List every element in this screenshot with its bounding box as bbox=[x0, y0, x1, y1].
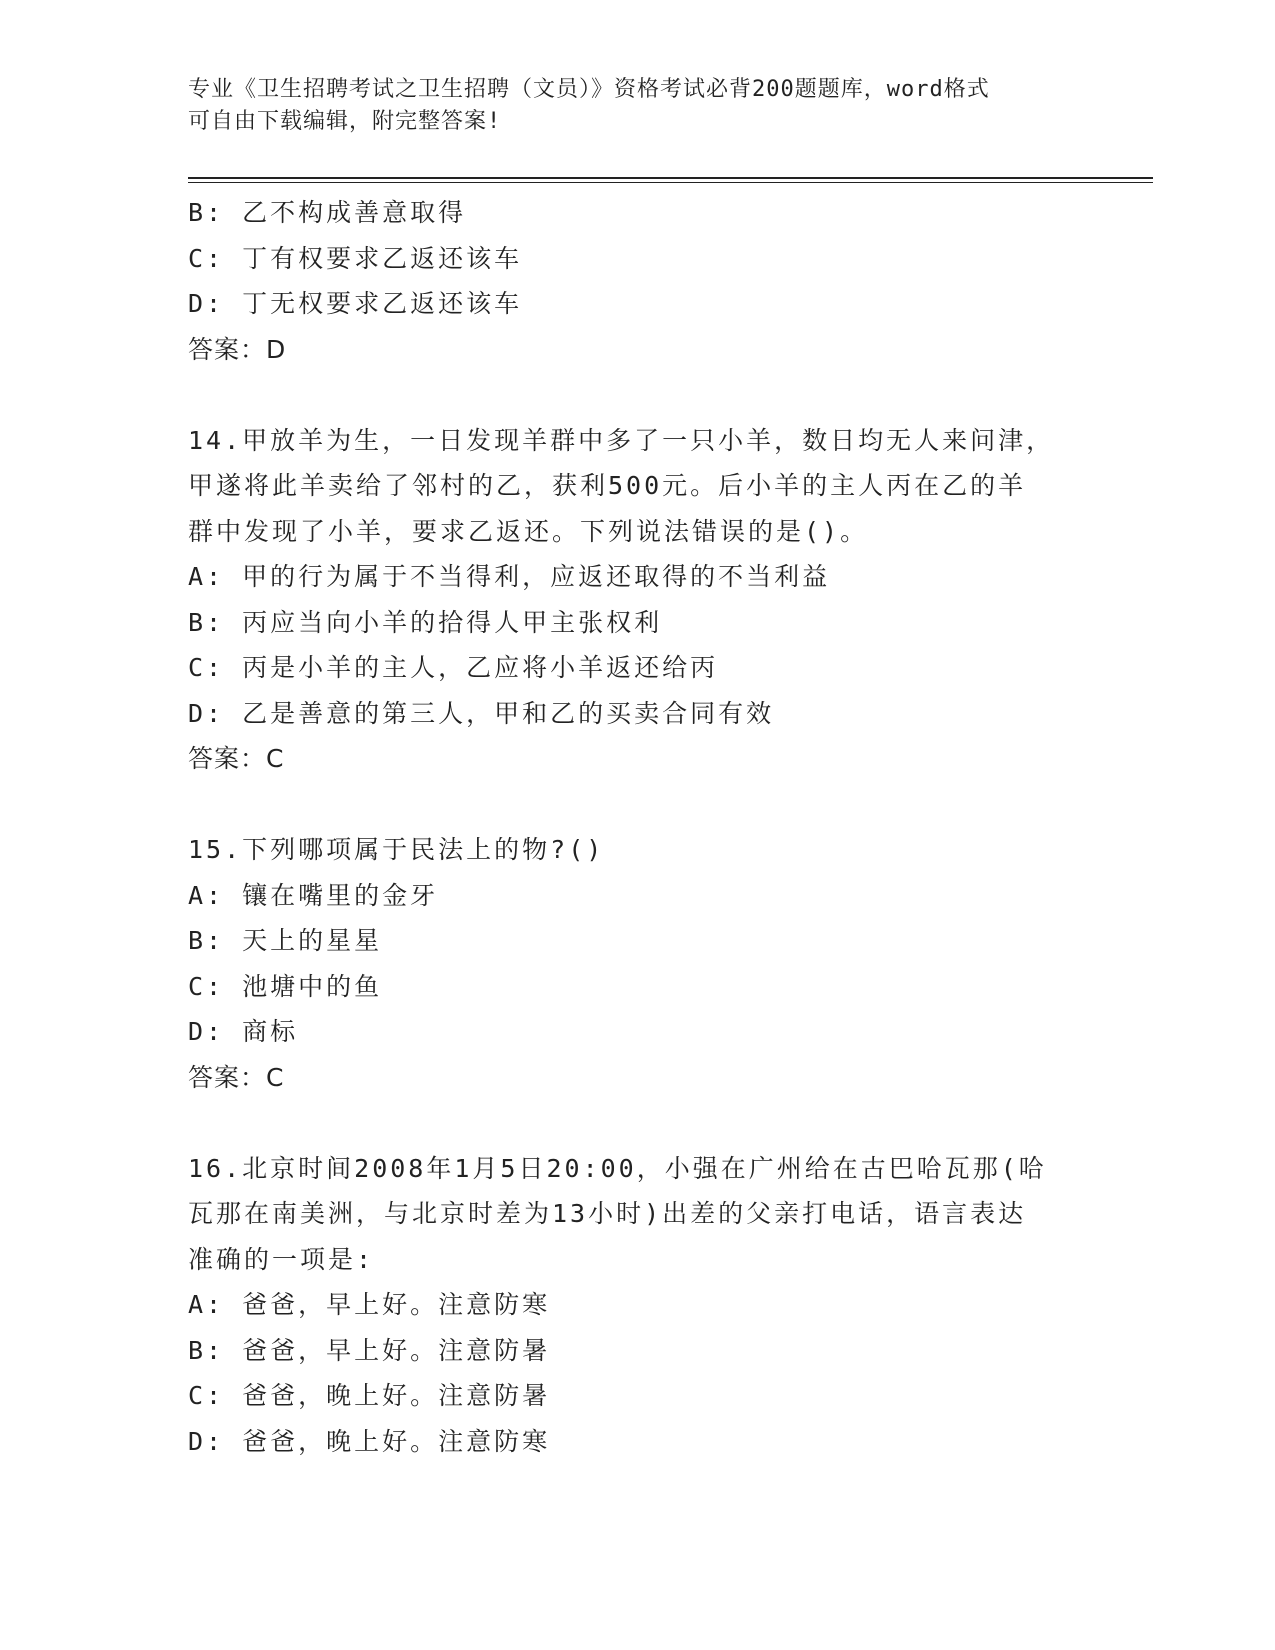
stem-line: 16.北京时间2008年1月5日20:00，小强在广州给在古巴哈瓦那(哈 bbox=[188, 1153, 1047, 1183]
option-d: D: 丁无权要求乙返还该车 bbox=[188, 289, 523, 318]
option-c: C: 爸爸，晚上好。注意防暑 bbox=[188, 1381, 551, 1410]
stem-line: 14.甲放羊为生，一日发现羊群中多了一只小羊，数日均无人来问津， bbox=[188, 425, 1055, 455]
option-c: C: 丙是小羊的主人，乙应将小羊返还给丙 bbox=[188, 653, 719, 682]
option-a: A: 爸爸，早上好。注意防寒 bbox=[188, 1290, 551, 1319]
header-title-line-1: 专业《卫生招聘考试之卫生招聘（文员）》资格考试必背200题题库，word格式 bbox=[188, 77, 990, 102]
option-b: B: 天上的星星 bbox=[188, 926, 383, 955]
question-16 bbox=[188, 1146, 1088, 1465]
question-15 bbox=[188, 827, 1088, 1100]
question-stem bbox=[188, 1146, 1088, 1283]
spacer bbox=[188, 782, 1088, 828]
option-c: C: 丁有权要求乙返还该车 bbox=[188, 243, 523, 273]
header-title-line-2: 可自由下载编辑，附完整答案! bbox=[188, 109, 502, 134]
option-d: D: 爸爸，晚上好。注意防寒 bbox=[188, 1426, 551, 1456]
question-13-tail bbox=[188, 190, 1088, 372]
option-d: D: 商标 bbox=[188, 1017, 299, 1046]
answer-line: 答案：C bbox=[188, 744, 285, 773]
spacer bbox=[188, 372, 1088, 418]
option-c: C: 池塘中的鱼 bbox=[188, 971, 383, 1001]
question-stem bbox=[188, 827, 1088, 873]
document-header bbox=[188, 74, 1088, 138]
option-d: D: 乙是善意的第三人，甲和乙的买卖合同有效 bbox=[188, 698, 775, 728]
option-a: A: 甲的行为属于不当得利，应返还取得的不当利益 bbox=[188, 562, 831, 591]
answer-line: 答案：C bbox=[188, 1062, 285, 1092]
stem-line: 群中发现了小羊，要求乙返还。下列说法错误的是()。 bbox=[188, 516, 869, 546]
question-list bbox=[188, 190, 1088, 1464]
stem-line: 瓦那在南美洲，与北京时差为13小时)出差的父亲打电话，语言表达 bbox=[188, 1199, 1027, 1228]
option-b: B: 乙不构成善意取得 bbox=[188, 198, 467, 227]
spacer bbox=[188, 1100, 1088, 1146]
header-divider-thin bbox=[188, 182, 1153, 183]
stem-line: 15.下列哪项属于民法上的物?() bbox=[188, 835, 605, 864]
header-divider-thick bbox=[188, 177, 1153, 179]
option-b: B: 爸爸，早上好。注意防暑 bbox=[188, 1335, 551, 1365]
option-a: A: 镶在嘴里的金牙 bbox=[188, 880, 439, 910]
question-stem bbox=[188, 418, 1088, 555]
question-14 bbox=[188, 418, 1088, 782]
stem-line: 准确的一项是: bbox=[188, 1244, 375, 1274]
stem-line: 甲遂将此羊卖给了邻村的乙，获利500元。后小羊的主人丙在乙的羊 bbox=[188, 471, 1027, 500]
answer-line: 答案：D bbox=[188, 334, 287, 364]
option-b: B: 丙应当向小羊的拾得人甲主张权利 bbox=[188, 607, 663, 637]
